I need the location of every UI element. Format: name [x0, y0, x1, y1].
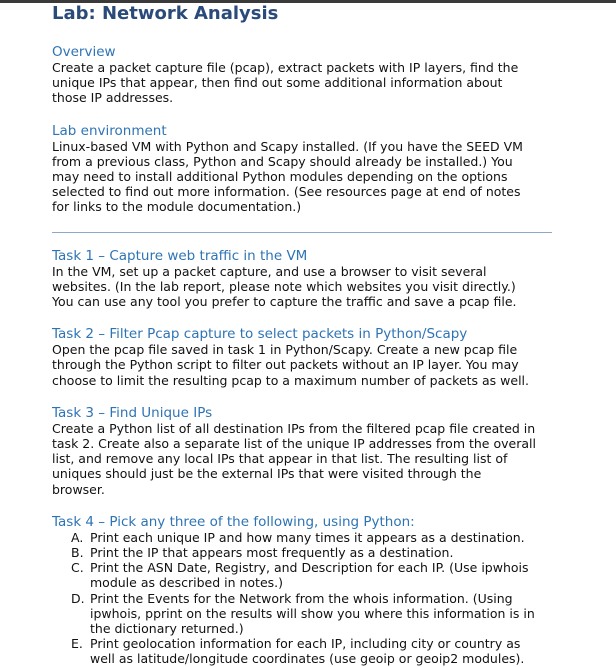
list-marker: C.: [71, 560, 84, 576]
page-title: Lab: Network Analysis: [52, 3, 279, 24]
text-line: module as described in notes.): [90, 575, 284, 591]
text-line: may need to install additional Python modules depending on the options: [52, 169, 508, 185]
text-line: task 2. Create also a separate list of the unique IP addresses from the overall: [52, 436, 536, 452]
section-heading: Task 3 – Find Unique IPs: [52, 404, 213, 421]
horizontal-divider: [52, 232, 552, 233]
list-item: [52, 545, 552, 560]
section-heading: Overview: [52, 44, 116, 60]
list-marker: D.: [71, 590, 85, 606]
text-line: uniques should just be the external IPs that were visited through the: [52, 466, 482, 482]
text-line: browser.: [52, 481, 105, 497]
list-marker: E.: [71, 636, 83, 652]
text-line: Print the ASN Date, Registry, and Description for each IP. (Use ipwhois: [90, 560, 529, 576]
task-1-text: [52, 264, 552, 310]
list-item: [52, 560, 552, 590]
text-line: Open the pcap file saved in task 1 in Python/Scapy. Create a new pcap file: [52, 342, 518, 358]
task-4-section: [52, 514, 552, 667]
text-line: the dictionary returned.): [90, 621, 244, 637]
section-heading: Lab environment: [52, 122, 167, 139]
text-line: Create a packet capture file (pcap), extract packets with IP layers, find the: [52, 60, 519, 75]
section-heading: Task 4 – Pick any three of the following, using Python:: [52, 513, 415, 530]
section-heading: Task 2 – Filter Pcap capture to select packets in Python/Scapy: [52, 326, 468, 343]
text-line: Print the IP that appears most frequently as a destination.: [90, 545, 454, 561]
overview-text: [52, 60, 552, 106]
text-line: Print each unique IP and how many times it appears as a destination.: [90, 529, 525, 545]
list-item: [52, 636, 552, 666]
lab-environment-text: [52, 139, 552, 215]
task-2-text: [52, 342, 552, 388]
text-line: Print the Events for the Network from the whois information. (Using: [90, 590, 513, 606]
task-2-section: [52, 326, 552, 388]
text-line: You can use any tool you prefer to capture the traffic and save a pcap file.: [52, 294, 517, 310]
list-marker: A.: [71, 529, 84, 545]
text-line: unique IPs that appear, then find out some additional information about: [52, 75, 503, 91]
text-line: selected to find out more information. (See resources page at end of notes: [52, 184, 521, 200]
text-line: Linux-based VM with Python and Scapy installed. (If you have the SEED VM: [52, 138, 523, 154]
text-line: ipwhois, pprint on the results will show you where this information is in: [90, 605, 535, 621]
text-line: Print geolocation information for each IP, including city or country as: [90, 636, 521, 652]
text-line: Create a Python list of all destination IPs from the filtered pcap file created in: [52, 420, 536, 436]
text-line: those IP addresses.: [52, 90, 174, 106]
text-line: choose to limit the resulting pcap to a maximum number of packets as well.: [52, 372, 529, 388]
list-marker: B.: [71, 545, 84, 561]
list-item: [52, 530, 552, 545]
section-heading: Task 1 – Capture web traffic in the VM: [52, 247, 308, 264]
text-line: list, and remove any local IPs that appear in that list. The resulting list of: [52, 451, 508, 467]
list-item: [52, 591, 552, 637]
overview-section: [52, 44, 552, 106]
text-line: websites. (In the lab report, please note which websites you visit directly.): [52, 278, 516, 294]
text-line: through the Python script to filter out packets without an IP layer. You may: [52, 357, 519, 373]
text-line: In the VM, set up a packet capture, and use a browser to visit several: [52, 263, 487, 279]
task-1-section: [52, 248, 552, 310]
options-list: [52, 530, 552, 667]
document-page: [52, 4, 552, 667]
text-line: well as latitude/longitude coordinates (use geoip or geoip2 modules).: [90, 651, 525, 667]
text-line: from a previous class, Python and Scapy should already be installed.) You: [52, 153, 513, 169]
task-3-text: [52, 421, 552, 497]
text-line: for links to the module documentation.): [52, 199, 302, 215]
task-3-section: [52, 405, 552, 497]
lab-environment-section: [52, 123, 552, 215]
